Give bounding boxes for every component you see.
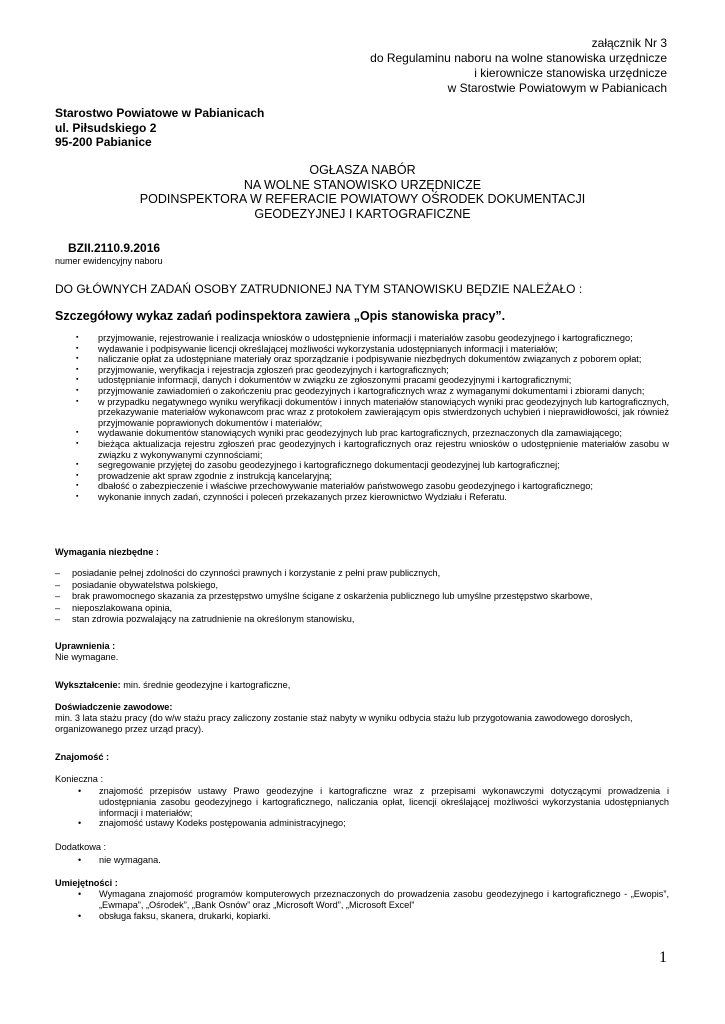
annex-line: do Regulaminu naboru na wolne stanowiska urzędnicze bbox=[370, 51, 667, 65]
announcement-line: OGŁASZA NABÓR bbox=[309, 163, 416, 177]
task-text: udostępnianie informacji, danych i dokumentów w związku ze zgłoszonymi pracami geodezyjnymi i kartograficznymi; bbox=[98, 375, 572, 386]
list-item bbox=[55, 344, 669, 355]
dash-bullet-icon: – bbox=[55, 579, 61, 590]
list-item bbox=[55, 603, 669, 615]
square-bullet-icon: ▪ bbox=[76, 376, 79, 384]
task-list bbox=[55, 333, 669, 503]
experience-heading: Doświadczenie zawodowe: bbox=[55, 702, 173, 712]
requirement-text: nieposzlakowana opinia, bbox=[72, 602, 173, 613]
announcement-title bbox=[0, 163, 725, 221]
knowledge-heading: Znajomość : bbox=[55, 752, 110, 762]
skills-heading: Umiejętności : bbox=[55, 878, 118, 888]
knowledge-text: znajomość przepisów ustawy Prawo geodezyjne i kartograficzne wraz z przepisami wykonawczymi dotyczącymi prowadzenia i udostępniania zasobu geodezyjnego i kartograficznego, naliczania opłat, licencji określającej możliwości wykorzystania udostępnianych informacji i materiałów; bbox=[99, 786, 669, 818]
duties-heading: DO GŁÓWNYCH ZADAŃ OSOBY ZATRUDNIONEJ NA TYM STANOWISKU BĘDZIE NALEŻAŁO : bbox=[55, 282, 583, 296]
permissions-heading: Uprawnienia : bbox=[55, 641, 116, 651]
task-text: wykonanie innych zadań, czynności i poleceń przekazanych przez kierownictwo Wydziału i Referatu. bbox=[98, 491, 507, 502]
square-bullet-icon: ▪ bbox=[76, 344, 79, 352]
requirement-text: stan zdrowia pozwalający na zatrudnienie na określonym stanowisku, bbox=[72, 614, 355, 625]
task-text: segregowanie przyjętej do zasobu geodezyjnego i kartograficznego dokumentacji geodezyjnej lub kartograficznej; bbox=[98, 460, 560, 471]
announcement-line: PODINSPEKTORA W REFERACIE POWIATOWY OŚRODEK DOKUMENTACJI bbox=[139, 192, 586, 206]
task-text: wydawanie dokumentów stanowiących wyniki prac geodezyjnych lub prac kartograficznych, przeznaczonych dla zamawiającego; bbox=[98, 428, 622, 439]
annex-line: załącznik Nr 3 bbox=[591, 36, 667, 50]
knowledge-required-list bbox=[55, 786, 669, 829]
square-bullet-icon: ▪ bbox=[76, 386, 79, 394]
list-item bbox=[55, 428, 669, 439]
list-item bbox=[55, 386, 669, 397]
task-text: naliczanie opłat za udostępniane materiały oraz sporządzanie i podpisywanie niezbędnych dokumentów związanych z poborem opłat; bbox=[98, 354, 642, 365]
requirements-heading: Wymagania niezbędne : bbox=[55, 547, 159, 557]
education-line bbox=[55, 680, 290, 691]
list-item bbox=[55, 818, 669, 829]
office-address bbox=[55, 106, 264, 150]
task-text: dbałość o zabezpieczenie i właściwe przechowywanie materiałów państwowego zasobu geodezyjnego i kartograficznego; bbox=[98, 481, 593, 492]
list-item bbox=[55, 354, 669, 365]
list-item bbox=[55, 397, 669, 429]
square-bullet-icon: ▪ bbox=[76, 492, 79, 500]
dot-bullet-icon: • bbox=[78, 855, 82, 865]
detail-heading: Szczegółowy wykaz zadań podinspektora zawiera „Opis stanowiska pracy”. bbox=[55, 309, 506, 323]
list-item bbox=[55, 439, 669, 460]
education-value: min. średnie geodezyjne i kartograficzne, bbox=[120, 680, 291, 690]
task-text: prowadzenie akt spraw zgodnie z instrukcją kancelaryjną; bbox=[98, 470, 332, 481]
knowledge-required-label: Konieczna : bbox=[55, 774, 104, 784]
list-item bbox=[55, 375, 669, 386]
square-bullet-icon: ▪ bbox=[76, 355, 79, 363]
list-item bbox=[55, 568, 669, 580]
knowledge-additional-list bbox=[55, 855, 669, 866]
list-item bbox=[55, 786, 669, 818]
dot-bullet-icon: • bbox=[78, 818, 82, 829]
dash-bullet-icon: – bbox=[55, 614, 61, 625]
list-item bbox=[55, 889, 669, 911]
list-item bbox=[55, 365, 669, 376]
reference-caption: numer ewidencyjny naboru bbox=[55, 256, 163, 266]
list-item bbox=[55, 460, 669, 471]
office-street: ul. Piłsudskiego 2 bbox=[55, 120, 157, 135]
announcement-line: GEODEZYJNEJ I KARTOGRAFICZNE bbox=[254, 206, 471, 221]
list-item bbox=[55, 481, 669, 492]
list-item bbox=[55, 614, 669, 626]
list-item bbox=[55, 492, 669, 503]
square-bullet-icon: ▪ bbox=[76, 461, 79, 469]
dot-bullet-icon: • bbox=[78, 910, 82, 921]
square-bullet-icon: ▪ bbox=[76, 439, 79, 447]
dot-bullet-icon: • bbox=[78, 786, 82, 796]
knowledge-text: znajomość ustawy Kodeks postępowania administracyjnego; bbox=[99, 818, 346, 829]
dash-bullet-icon: – bbox=[55, 591, 61, 602]
requirement-text: brak prawomocnego skazania za przestępstwo umyślne ścigane z oskarżenia publicznego lub umyślne przestępstwo skarbowe, bbox=[72, 591, 593, 602]
square-bullet-icon: ▪ bbox=[76, 397, 79, 405]
square-bullet-icon: ▪ bbox=[76, 471, 79, 479]
task-text: przyjmowanie, weryfikacja i rejestracja zgłoszeń prac geodezyjnych i kartograficznych; bbox=[98, 364, 449, 375]
skill-text: obsługa faksu, skanera, drukarki, kopiarki. bbox=[99, 910, 271, 921]
annex-line: i kierownicze stanowiska urzędnicze bbox=[474, 66, 667, 80]
task-text: w przypadku negatywnego wyniku weryfikacji dokumentów i innych materiałów stanowiących wyniki prac geodezyjnych lub kartograficznych, przekazywanie materiałów wykonawcom prac wraz z protokołem zawierającym opis stwierdzonych uchybień i nieprawidłowości, jak również przyjmowanie poprawionych dokumentów i materiałów; bbox=[98, 396, 669, 428]
skill-text: Wymagana znajomość programów komputerowych przeznaczonych do prowadzenia zasobu geodezyjnego i kartograficznego - „Ewopis”, „Ewmapa”, „Ośrodek”, „Bank Osnów” oraz „Microsoft Word”, „Microsoft Excel” bbox=[99, 889, 669, 910]
task-text: wydawanie i podpisywanie licencji określającej możliwości wykorzystania udostępnianych informacji i materiałów; bbox=[98, 343, 558, 354]
list-item bbox=[55, 333, 669, 344]
announcement-line: NA WOLNE STANOWISKO URZĘDNICZE bbox=[243, 177, 482, 192]
annex-line: w Starostwie Powiatowym w Pabianicach bbox=[447, 81, 667, 95]
square-bullet-icon: ▪ bbox=[76, 429, 79, 437]
requirements-list bbox=[55, 568, 669, 626]
dash-bullet-icon: – bbox=[55, 602, 61, 613]
skills-list bbox=[55, 889, 669, 921]
task-text: przyjmowanie zawiadomień o zakończeniu prac geodezyjnych i kartograficznych wraz z wymaganymi dokumentami i zbiorami danych; bbox=[98, 385, 645, 396]
task-text: przyjmowanie, rejestrowanie i realizacja wniosków o udostępnienie informacji i materiałów zasobu geodezyjnego i kartograficznego; bbox=[98, 333, 633, 343]
square-bullet-icon: ▪ bbox=[76, 365, 79, 373]
list-item bbox=[55, 580, 669, 592]
requirement-text: posiadanie pełnej zdolności do czynności prawnych i korzystanie z pełni praw publicznych, bbox=[72, 568, 441, 578]
task-text: bieżąca aktualizacja rejestru zgłoszeń prac geodezyjnych i kartograficznych oraz rejestru wniosków o udostępnienie materiałów zasobu w związku z wykonywanymi czynnościami; bbox=[98, 438, 669, 460]
office-city: 95-200 Pabianice bbox=[55, 135, 152, 149]
list-item bbox=[55, 855, 669, 866]
dash-bullet-icon: – bbox=[55, 568, 61, 578]
permissions-value: Nie wymagane. bbox=[55, 652, 119, 662]
list-item bbox=[55, 911, 669, 922]
page-number: 1 bbox=[659, 949, 667, 966]
office-name: Starostwo Powiatowe w Pabianicach bbox=[55, 106, 265, 120]
reference-number: BZII.2110.9.2016 bbox=[68, 241, 161, 255]
knowledge-text: nie wymagana. bbox=[99, 855, 161, 865]
annex-header bbox=[370, 36, 667, 96]
knowledge-additional-label: Dodatkowa : bbox=[55, 842, 107, 852]
dot-bullet-icon: • bbox=[78, 889, 82, 899]
square-bullet-icon: ▪ bbox=[76, 334, 79, 341]
education-label: Wykształcenie: bbox=[55, 680, 121, 690]
list-item bbox=[55, 471, 669, 482]
requirement-text: posiadanie obywatelstwa polskiego, bbox=[72, 579, 219, 590]
list-item bbox=[55, 591, 669, 603]
square-bullet-icon: ▪ bbox=[76, 482, 79, 490]
experience-value: min. 3 lata stażu pracy (do w/w stażu pracy zaliczony zostanie staż nabyty w wyniku odbycia stażu lub przygotowania zawodowego dorosłych, organizowanego przez urząd pracy). bbox=[55, 713, 633, 734]
